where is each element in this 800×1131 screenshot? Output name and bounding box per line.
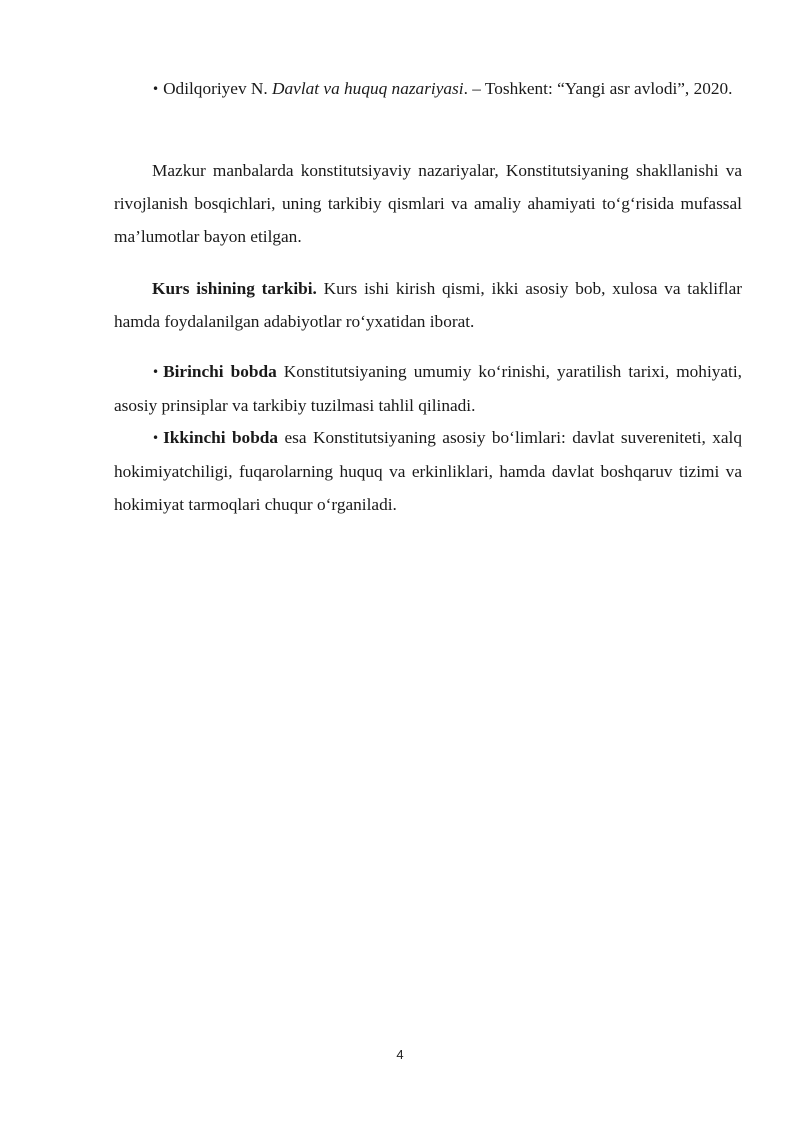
chapter-one-text: Konstitutsiyaning umumiy ko‘rinishi, yaratilish tarixi, mohiyati, asosiy prinsiplar va tarkibiy tuzilmasi tahlil qilinadi. (114, 362, 742, 415)
chapter-two-item (114, 421, 742, 521)
sources-paragraph: Mazkur manbalarda konstitutsiyaviy nazariyalar, Konstitutsiyaning shakllanishi va rivojlanish bosqichlari, uning tarkibiy qismlari va amaliy ahamiyati to‘g‘risida mufassal ma’lumotlar bayon etilgan. (114, 161, 742, 246)
structure-text: Kurs ishi kirish qismi, ikki asosiy bob, xulosa va takliflar hamda foydalanilgan adabiyotlar ro‘yxatidan iborat. (114, 279, 743, 331)
reference-publisher: . – Toshkent: “Yangi asr avlodi”, 2020. (463, 79, 733, 98)
structure-heading: Kurs ishining tarkibi. (152, 279, 317, 298)
reference-title: Davlat va huquq nazariyasi (272, 79, 464, 98)
reference-item (114, 72, 742, 106)
bullet: • (152, 82, 160, 96)
chapter-two-text: esa Konstitutsiyaning asosiy bo‘limlari: davlat suvereniteti, xalq hokimiyatchiligi, fuqarolarning huquq va erkinliklari, hamda davlat boshqaruv tizimi va hokimiyat tarmoqlari chuqur o‘rganiladi. (114, 428, 742, 514)
bullet: • (152, 365, 160, 379)
chapter-one-lead: Birinchi bobda (163, 362, 277, 381)
page-number: 4 (396, 1047, 404, 1062)
reference-author: Odilqoriyev N. (163, 79, 268, 98)
bullet: • (152, 431, 160, 445)
structure-paragraph (114, 272, 742, 338)
chapter-one-item (114, 355, 742, 422)
chapter-two-lead: Ikkinchi bobda (163, 428, 279, 447)
